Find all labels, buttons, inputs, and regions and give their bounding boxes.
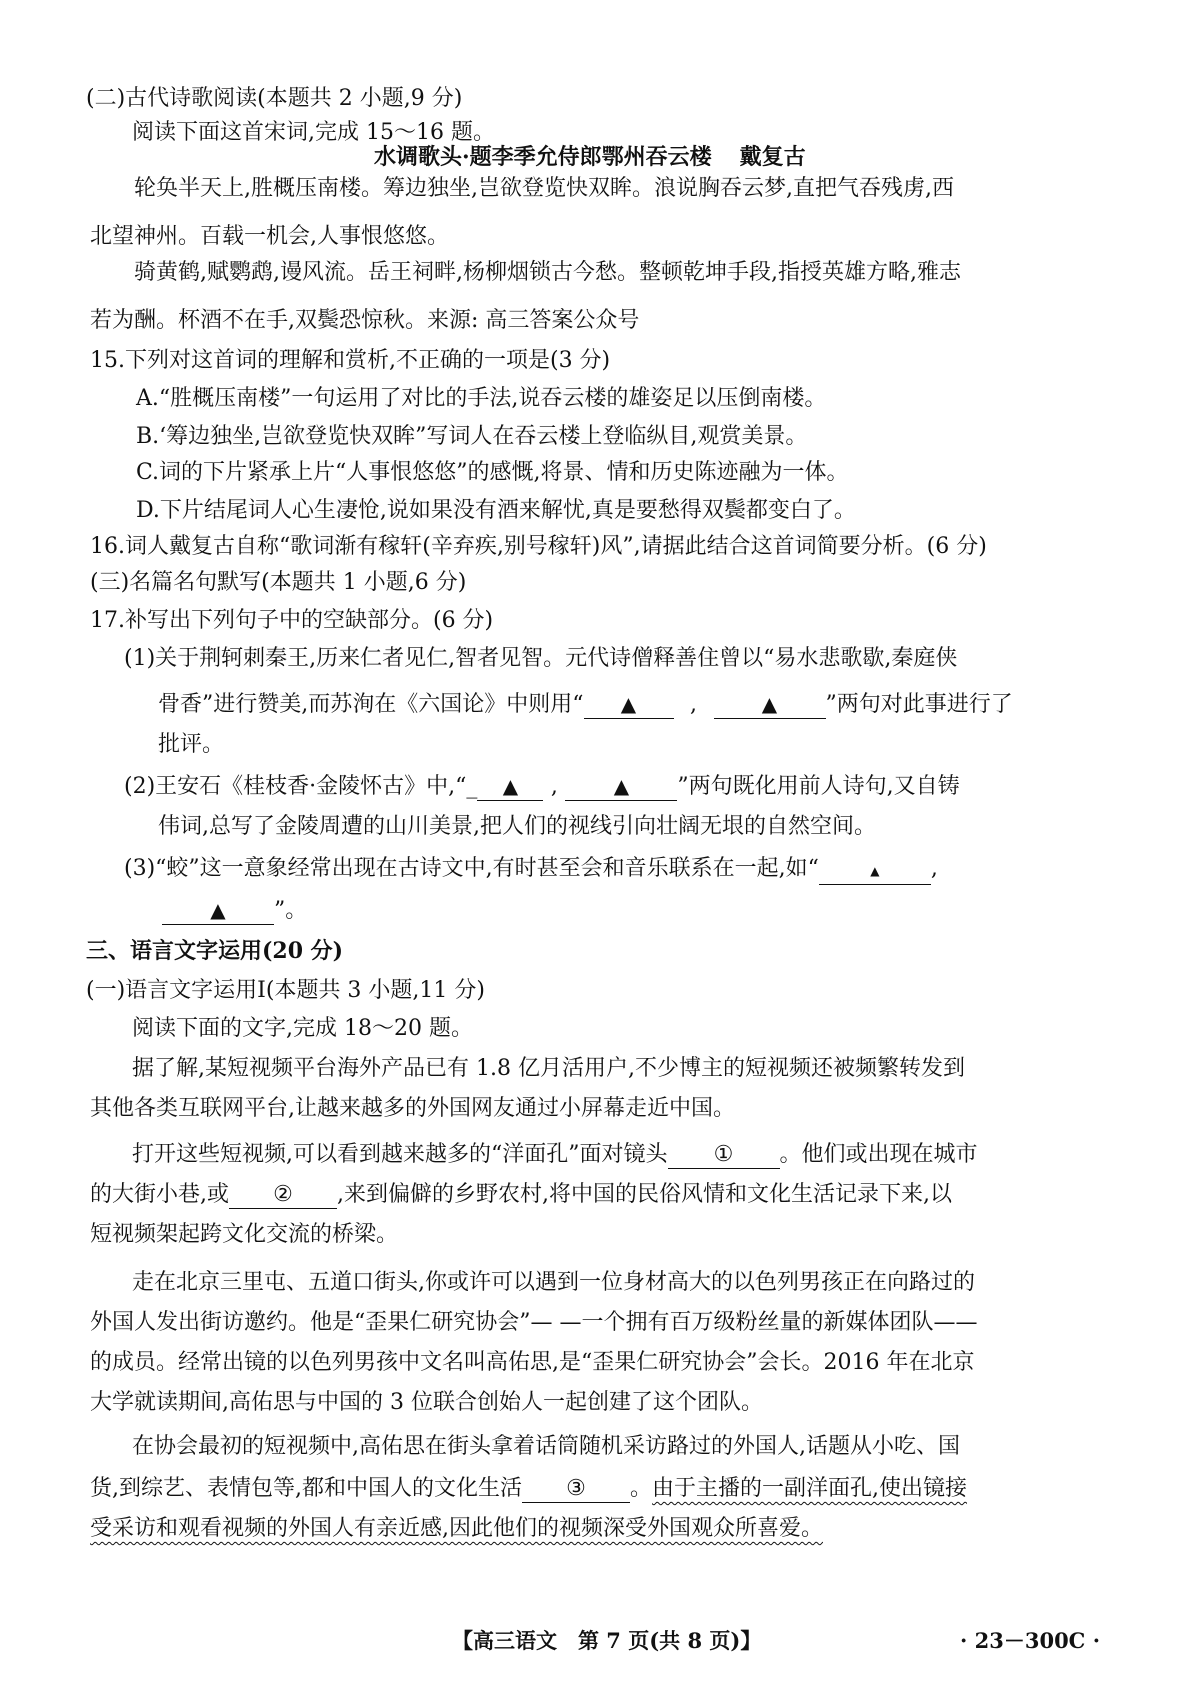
- q17-part2-line2: 伟词,总写了金陵周遭的山川美景,把人们的视线引向壮阔无垠的自然空间。: [158, 814, 876, 839]
- blank-triangle-icon: ▲: [620, 692, 637, 716]
- part-three-header: 三、语言文字运用(20 分): [86, 938, 344, 964]
- q17-part2-text-a: (2)王安石《桂枝香·金陵怀古》中,“_: [124, 774, 478, 799]
- blank-label: ①: [713, 1142, 734, 1167]
- answer-blank[interactable]: [477, 773, 543, 801]
- q17-part2-line1: [124, 772, 960, 802]
- answer-blank-1[interactable]: [668, 1142, 780, 1169]
- passage-text: 。: [630, 1476, 653, 1501]
- q15-option-d: D.下片结尾词人心生凄怆,说如果没有酒来解忧,真是要愁得双鬓都变白了。: [136, 498, 856, 523]
- question-15-stem: 15.下列对这首词的理解和赏析,不正确的一项是(3 分): [90, 348, 611, 373]
- answer-blank-3[interactable]: [522, 1476, 630, 1503]
- q17-part1-text-b: ”两句对此事进行了: [825, 692, 1013, 717]
- passage-line: 其他各类互联网平台,让越来越多的外国网友通过小屏幕走近中国。: [90, 1096, 735, 1121]
- wavy-underlined-sentence: 由于主播的一副洋面孔,使出镜接: [652, 1476, 968, 1501]
- q17-part3-text-b: ,: [930, 856, 938, 881]
- answer-blank[interactable]: [584, 691, 674, 719]
- q17-part3-line1: [124, 854, 938, 885]
- blank-triangle-icon: ▲: [613, 774, 630, 798]
- poem-title: 水调歌头·题李季允侍郎鄂州吞云楼: [374, 144, 712, 170]
- passage-line-with-blank: [90, 1474, 967, 1504]
- passage-line: 短视频架起跨文化交流的桥梁。: [90, 1222, 399, 1247]
- poem-line: 轮奂半天上,胜概压南楼。筹边独坐,岂欲登览快双眸。浪说胸吞云梦,直把气吞残虏,西: [134, 176, 954, 201]
- passage-line: 在协会最初的短视频中,高佑思在街头拿着话筒随机采访路过的外国人,话题从小吃、国: [132, 1434, 960, 1459]
- passage-text: 。他们或出现在城市: [779, 1142, 978, 1167]
- poem-instruction: 阅读下面这首宋词,完成 15～16 题。: [132, 120, 495, 145]
- passage-line: 大学就读期间,高佑思与中国的 3 位联合创始人一起创建了这个团队。: [90, 1390, 763, 1415]
- blank-triangle-icon: ▲: [761, 692, 778, 716]
- footer-page-info: 【高三语文 第 7 页(共 8 页)】: [452, 1628, 762, 1653]
- q17-part2-text-b: ”两句既化用前人诗句,又自铸: [677, 774, 960, 799]
- answer-blank-2[interactable]: [229, 1182, 337, 1209]
- q17-part1-line2: [158, 690, 1013, 720]
- blank-label: ③: [566, 1476, 586, 1501]
- poem-line: 北望神州。百载一机会,人事恨悠悠。: [90, 224, 449, 249]
- poem-line: 若为酬。杯酒不在手,双鬓恐惊秋。来源: 高三答案公众号: [90, 308, 640, 333]
- passage-text: 的大街小巷,或: [90, 1182, 229, 1207]
- question-17-stem: 17.补写出下列句子中的空缺部分。(6 分): [90, 608, 494, 633]
- reading-instruction: 阅读下面的文字,完成 18～20 题。: [132, 1016, 473, 1041]
- q17-part2-sep: ,: [550, 774, 558, 799]
- section-header-recitation: (三)名篇名句默写(本题共 1 小题,6 分): [90, 570, 467, 595]
- poem-title-line: [374, 142, 806, 172]
- passage-text: 打开这些短视频,可以看到越来越多的“洋面孔”面对镜头: [132, 1142, 668, 1167]
- blank-triangle-icon: ▲: [870, 864, 880, 878]
- poem-author: 戴复古: [739, 144, 806, 170]
- passage-line-with-blank: [90, 1180, 952, 1210]
- q17-part1-line1: (1)关于荆轲刺秦王,历来仁者见仁,智者见智。元代诗僧释善住曾以“易水悲歌歇,秦庭侠: [124, 646, 958, 671]
- subsection-header: (一)语言文字运用Ⅰ(本题共 3 小题,11 分): [86, 978, 485, 1003]
- answer-blank[interactable]: [714, 691, 826, 719]
- passage-line: 走在北京三里屯、五道口街头,你或许可以遇到一位身材高大的以色列男孩正在向路过的: [132, 1270, 975, 1295]
- blank-triangle-icon: ▲: [502, 774, 519, 798]
- answer-blank[interactable]: [162, 897, 274, 925]
- question-16: 16.词人戴复古自称“歌词渐有稼轩(辛弃疾,别号稼轩)风”,请据此结合这首词简要分析。(6 分): [90, 534, 987, 559]
- q17-part3-line2: [162, 896, 307, 926]
- answer-blank[interactable]: [819, 856, 931, 885]
- answer-blank[interactable]: [565, 773, 677, 801]
- q17-part1-sep: ,: [690, 692, 697, 717]
- passage-line: 外国人发出街访邀约。他是“歪果仁研究协会”— —一个拥有百万级粉丝量的新媒体团队——: [90, 1310, 978, 1335]
- q17-part3-text-a: (3)“蛟”这一意象经常出现在古诗文中,有时甚至会和音乐联系在一起,如“: [124, 856, 819, 881]
- q17-part1-line3: 批评。: [158, 732, 225, 757]
- footer-code: · 23－300C ·: [960, 1628, 1101, 1653]
- q17-part3-close: ”。: [274, 898, 308, 923]
- blank-triangle-icon: ▲: [210, 898, 226, 922]
- passage-text: 货,到综艺、表情包等,都和中国人的文化生活: [90, 1476, 522, 1501]
- passage-text: ,来到偏僻的乡野农村,将中国的民俗风情和文化生活记录下来,以: [337, 1182, 952, 1207]
- q15-option-c: C.词的下片紧承上片“人事恨悠悠”的感慨,将景、情和历史陈迹融为一体。: [136, 460, 849, 485]
- blank-label: ②: [273, 1182, 293, 1207]
- poem-line: 骑黄鹤,赋鹦鹉,谩风流。岳王祠畔,杨柳烟锁古今愁。整顿乾坤手段,指授英雄方略,雅志: [134, 260, 961, 285]
- section-header-poetry: (二)古代诗歌阅读(本题共 2 小题,9 分): [86, 86, 463, 111]
- q17-part1-text-a: 骨香”进行赞美,而苏洵在《六国论》中则用“: [158, 692, 584, 717]
- passage-line: 据了解,某短视频平台海外产品已有 1.8 亿月活用户,不少博主的短视频还被频繁转发到: [132, 1056, 965, 1081]
- q15-option-b: B.‘筹边独坐,岂欲登览快双眸”写词人在吞云楼上登临纵目,观赏美景。: [136, 424, 808, 449]
- q15-option-a: A.“胜概压南楼”一句运用了对比的手法,说吞云楼的雄姿足以压倒南楼。: [136, 386, 827, 411]
- wavy-underlined-sentence: 受采访和观看视频的外国人有亲近感,因此他们的视频深受外国观众所喜爱。: [90, 1516, 823, 1541]
- passage-line-with-blank: [132, 1140, 978, 1170]
- passage-line: 的成员。经常出镜的以色列男孩中文名叫高佑思,是“歪果仁研究协会”会长。2016 年在北京: [90, 1350, 975, 1375]
